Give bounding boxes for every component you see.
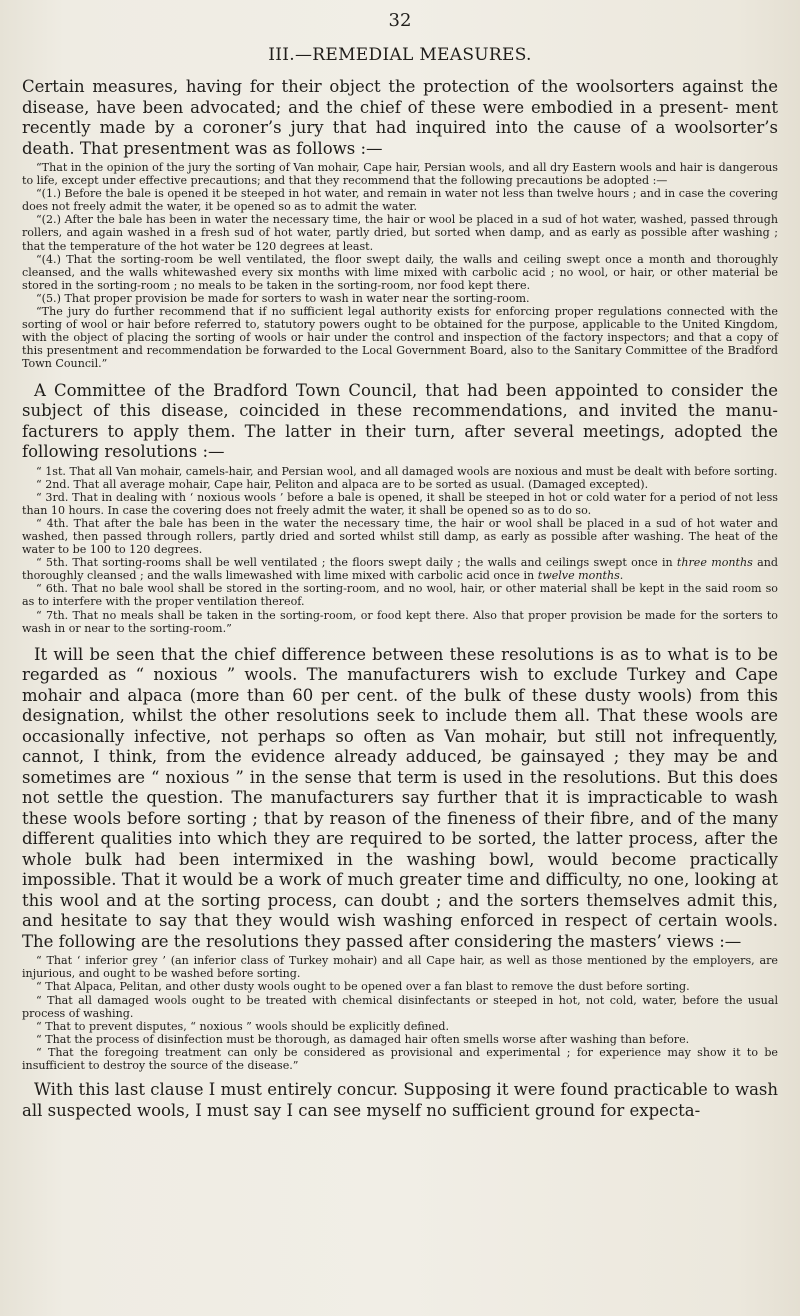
resolution-5-part-a: “ 5th. That sorting-rooms shall be well ventilated ; the floors swept daily ; the walls and ceilings swept once in: [36, 556, 673, 570]
resolution-5: [22, 556, 778, 582]
sorters-resolution-5: “ That the process of disinfection must be thorough, as damaged hair often smells worse after washing than before.: [36, 1032, 690, 1046]
conclusion-paragraph: With this last clause I must entirely concur. Supposing it were found practicable to wash all suspected wools, I must say I can see myself no sufficient ground for expecta-: [22, 1080, 778, 1120]
resolution-5-part-b: and thoroughly cleansed ; and the walls limewashed with lime mixed with carbolic acid once in: [22, 556, 778, 583]
resolution-3: “ 3rd. That in dealing with ‘ noxious wools ’ before a bale is opened, it shall be steeped in hot or cold water for a period of not less than 10 hours. In case the covering does not freely admit the water, it shall be opened so as to do so.: [22, 490, 778, 517]
presentment-closing: “The jury do further recommend that if no sufficient legal authority exists for enforcing proper regulations connected with the sorting of wool or hair before referred to, statutory powers ought to be obtained for the purpose, applicable to the United Kingdom, with the object of placing the sorting of wools or hair under the control and inspection of the factory inspectors; and that a copy of this presentment and recommendation be forwarded to the Local Government Board, also to the Sanitary Committee of the Bradford Town Council.”: [22, 305, 778, 371]
sorters-resolution-3: “ That all damaged wools ought to be treated with chemical disinfectants or steeped in hot, not cold, water, before the usual process of washing.: [22, 993, 778, 1020]
sorters-resolution-1: “ That ‘ inferior grey ’ (an inferior class of Turkey mohair) and all Cape hair, as well as those mentioned by the employers, are injurious, and ought to be washed before sorting.: [22, 954, 778, 981]
resolution-4: “ 4th. That after the bale has been in the water the necessary time, the hair or wool shall be placed in a sud of hot water and washed, then passed through rollers, partly dried and sorted whilst still damp, as early as possible after washing. The heat of the water to be 100 to 120 degrees.: [22, 516, 778, 557]
sorters-resolutions: [22, 954, 778, 1072]
manufacturers-resolutions: [22, 465, 778, 635]
resolution-5-emphasis-2: twelve months.: [537, 569, 624, 583]
resolution-6: “ 6th. That no bale wool shall be stored in the sorting-room, and no wool, hair, or other material shall be kept in the said room so as to interfere with the proper ventilation thereof.: [22, 582, 778, 609]
intro-paragraph: Certain measures, having for their object the protection of the woolsorters against the disease, have been advocated; and the chief of these were embodied in a present- ment recently made by a coroner’s jury that had inquired into the cause of a woolsorter’s death. That presentment was as follows :—: [22, 77, 778, 158]
resolution-7: “ 7th. That no meals shall be taken in the sorting-room, or food kept there. Also that proper provision be made for the sorters to wash in or near to the sorting-room.”: [22, 608, 778, 635]
sorters-resolution-4: “ That to prevent disputes, “ noxious ” wools should be explicitly defined.: [36, 1019, 449, 1033]
presentment-item-5: “(5.) That proper provision be made for sorters to wash in water near the sorting-room.: [36, 291, 530, 305]
sorters-resolution-6: “ That the foregoing treatment can only be considered as provisional and experimental ; for experience may show it to be insufficient to destroy the source of the disease.”: [22, 1045, 778, 1072]
committee-paragraph: A Committee of the Bradford Town Council, that had been appointed to consider the subject of this disease, coincided in these recommendations, and invited the manu- facturers to apply them. The latter in their turn, after several meetings, adopted the following resolutions :—: [22, 380, 778, 461]
presentment-item-1: “(1.) Before the bale is opened it be steeped in hot water, and remain in water not less than twelve hours ; and in case the covering does not freely admit the water, it be opened so as to admit the water.: [22, 187, 778, 214]
page-number: 32: [388, 10, 412, 31]
presentment-item-4: “(4.) That the sorting-room be well ventilated, the floor swept daily, the walls and ceiling swept once a month and thoroughly cleansed, and the walls whitewashed every six months with lime mixed with carbolic acid ; no wool, or hair, or other material be stored in the sorting-room ; no meals to be taken in the sorting-room, nor food kept there.: [22, 252, 778, 292]
section-heading: III.—REMEDIAL MEASURES.: [268, 45, 532, 65]
resolution-1: “ 1st. That all Van mohair, camels-hair, and Persian wool, and all damaged wools are noxious and must be dealt with before sorting.: [36, 464, 778, 478]
discussion-paragraph: It will be seen that the chief difference between these resolutions is as to what is to be regarded as “ noxious ” wools. The manufacturers wish to exclude Turkey and Cape mohair and alpaca (more than 60 per cent. of the bulk of these dusty wools) from this designation, whilst the other resolutions seek to include them all. That these wools are occasionally infective, not perhaps so often as Van mohair, but still not infrequently, cannot, I think, from the evidence already adduced, be gainsayed ; they may be and sometimes are “ noxious ” in the sense that term is used in the resolutions. But this does not settle the question. The manufacturers say further that it is impracticable to wash these wools before sorting ; that by reason of the fineness of their fibre, and of the many different qualities into which they are required to be sorted, the latter process, after the whole bulk had been intermixed in the washing bowl, would become practically impossible. That it would be a work of much greater time and difficulty, no one, looking at this wool and at the sorting process, can doubt ; and the sorters themselves admit this, and hesitate to say that they would wish washing enforced in respect of certain wools. The following are the resolutions they passed after considering the masters’ views :—: [22, 644, 778, 951]
coroners-jury-presentment: [22, 161, 778, 371]
resolution-5-emphasis-1: three months: [676, 556, 753, 570]
presentment-opening: “That in the opinion of the jury the sorting of Van mohair, Cape hair, Persian wools, and all dry Eastern wools and hair is dangerous to life, except under effective precautions; and that they recommend that the following precautions be adopted :—: [22, 161, 778, 188]
sorters-resolution-2: “ That Alpaca, Pelitan, and other dusty wools ought to be opened over a fan blast to remove the dust before sorting.: [36, 980, 690, 994]
resolution-2: “ 2nd. That all average mohair, Cape hair, Peliton and alpaca are to be sorted as usual. (Damaged excepted).: [36, 477, 649, 491]
presentment-item-2: “(2.) After the bale has been in water the necessary time, the hair or wool be placed in a sud of hot water, washed, passed through rollers, and again washed in a fresh sud of hot water, partly dried, but sorted when damp, and as early as possible after washing ; that the temperature of the hot water be 120 degrees at least.: [22, 213, 778, 253]
